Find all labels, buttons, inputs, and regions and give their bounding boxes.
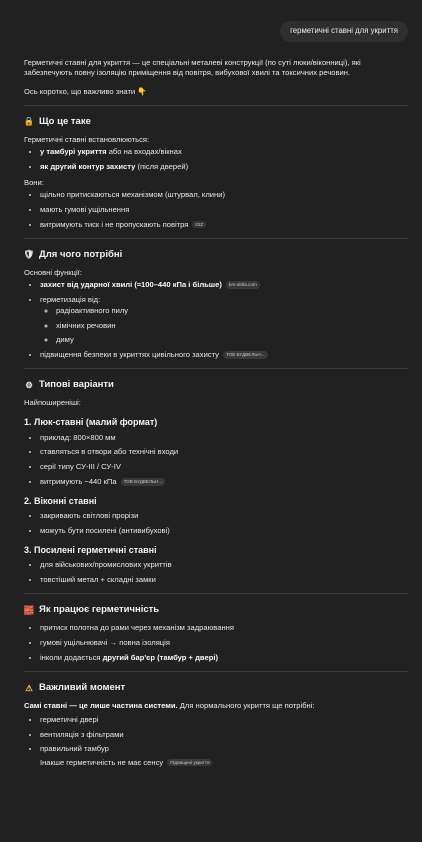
lead-text: Для нормального укриття ще потрібні:: [177, 700, 315, 710]
requirements-list: [24, 715, 408, 755]
note-text: Інакше герметичність не має сенсу: [40, 757, 164, 767]
variant-3-list: [24, 560, 408, 585]
list-item: [40, 220, 408, 230]
final-note: [40, 758, 408, 768]
divider: [24, 238, 408, 239]
assistant-response: [24, 58, 408, 768]
intro-brief: Ось коротко, що важливо знати 👇: [24, 86, 147, 96]
variant-3-title: 3. Посилені герметичні ставні: [24, 545, 157, 556]
shield-icon: 🛡: [23, 249, 35, 260]
list-item: • притиск полотна до рами через механізм задраювання: [40, 623, 408, 633]
bold-text: у тамбурі укриття: [40, 146, 107, 156]
divider: [24, 105, 408, 106]
they-label: Вони:: [24, 177, 44, 187]
section-heading-important: [24, 682, 408, 695]
list-item: • вентиляція з фільтрами: [40, 730, 408, 740]
list-item: • ставляться в отвори або технічні входи: [40, 447, 408, 457]
they-list: [24, 190, 408, 230]
section-heading-how-it-works: [24, 604, 408, 617]
list-item: [40, 162, 408, 172]
brick-icon: 🧱: [23, 605, 35, 616]
list-item: • можуть бути посилені (антивибухові): [40, 526, 408, 536]
list-item: • серії типу СУ-III / СУ-IV: [40, 462, 408, 472]
item-text: витримують тиск і не пропускають повітря: [40, 219, 189, 229]
bold-text: другий бар'єр (тамбур + двері): [102, 652, 218, 662]
list-item: [40, 477, 408, 487]
user-message-bubble: герметичні ставні для укриття: [280, 21, 408, 42]
list-item: • для військових/промислових укриттів: [40, 560, 408, 570]
source-badge[interactable]: ТОВ БУДВЕЛЬН...: [121, 478, 166, 486]
bold-text: як другий контур захисту: [40, 161, 136, 171]
section-title: Важливий момент: [39, 681, 126, 693]
list-item: • гумові ущільнювачі → повна ізоляція: [40, 638, 408, 648]
item-text: підвищення безпеки в укриттях цивільного захисту: [40, 350, 219, 360]
item-text: (після дверей): [135, 161, 189, 171]
warning-icon: ⚠: [25, 682, 33, 693]
variant-1-title: 1. Люк-ставні (малий формат): [24, 417, 158, 428]
item-text: мають гумові ущільнення: [40, 204, 130, 214]
source-badge[interactable]: Підвищені укриття: [167, 759, 212, 767]
section-title: Для чого потрібні: [39, 248, 123, 260]
section-heading-what: [24, 116, 408, 129]
intro-paragraph: Герметичні ставні для укриття — це спеціальні металеві конструкції (по суті люки/віконниці), які забезпечують повну ізоляцію приміщення від повітря, вибухової хвилі та токсичних речовин.: [24, 58, 361, 78]
section-title: Що це таке: [39, 115, 91, 127]
source-badge[interactable]: GIZ: [192, 221, 206, 229]
sealing-list: [40, 306, 408, 346]
section-heading-purpose: [24, 249, 408, 262]
divider: [24, 593, 408, 594]
bold-text: Самі ставні — це лише частина системи.: [24, 700, 178, 710]
section-heading-variants: [24, 379, 408, 392]
list-item: [40, 280, 408, 290]
item-text: інколи додається: [40, 652, 103, 662]
item-text: щільно притискаються механізмом (штурвал, клини): [40, 190, 225, 200]
list-item: • правильний тамбур: [40, 744, 408, 754]
section-title: Типові варіанти: [39, 379, 114, 391]
list-item: [40, 295, 408, 346]
divider: [24, 368, 408, 369]
common-label: Найпоширеніші:: [24, 398, 81, 408]
lock-icon: 🔒: [23, 116, 35, 127]
variant-2-title: 2. Віконні ставні: [24, 496, 97, 507]
functions-list: [24, 280, 408, 361]
installed-label: Герметичні ставні встановлюються:: [24, 134, 150, 144]
list-item: [40, 653, 408, 663]
list-item: • закривають світлові прорізи: [40, 511, 408, 521]
list-item: [40, 147, 408, 157]
list-item: [40, 205, 408, 215]
gear-icon: ⚙: [25, 380, 33, 391]
functions-label: Основні функції:: [24, 267, 82, 277]
item-text: герметизація від:: [40, 294, 101, 304]
variant-1-list: [24, 433, 408, 488]
list-item: • приклад: 800×800 мм: [40, 433, 408, 443]
list-item: [40, 190, 408, 200]
variant-2-list: [24, 511, 408, 536]
list-item: [40, 350, 408, 360]
divider: [24, 671, 408, 672]
section-title: Як працює герметичність: [39, 604, 160, 616]
list-item: • товстіший метал + складні замки: [40, 575, 408, 585]
source-badge[interactable]: ТОВ БУДВЕЛЬН...: [223, 351, 268, 359]
source-badge[interactable]: brs-delta.com: [226, 281, 260, 289]
list-item: • герметичні двері: [40, 715, 408, 725]
list-item: ◦ радіоактивного пилу: [56, 306, 408, 316]
item-text: витримують ~440 кПа: [40, 476, 117, 486]
list-item: ◦ диму: [56, 335, 408, 345]
item-text: або на входах/вікнах: [106, 146, 182, 156]
installed-list: [24, 147, 408, 172]
how-list: [24, 623, 408, 663]
bold-text: захист від ударної хвилі (≈100–440 кПа і більше): [40, 279, 222, 289]
list-item: ◦ хімічних речовин: [56, 321, 408, 331]
important-lead: [24, 701, 408, 711]
